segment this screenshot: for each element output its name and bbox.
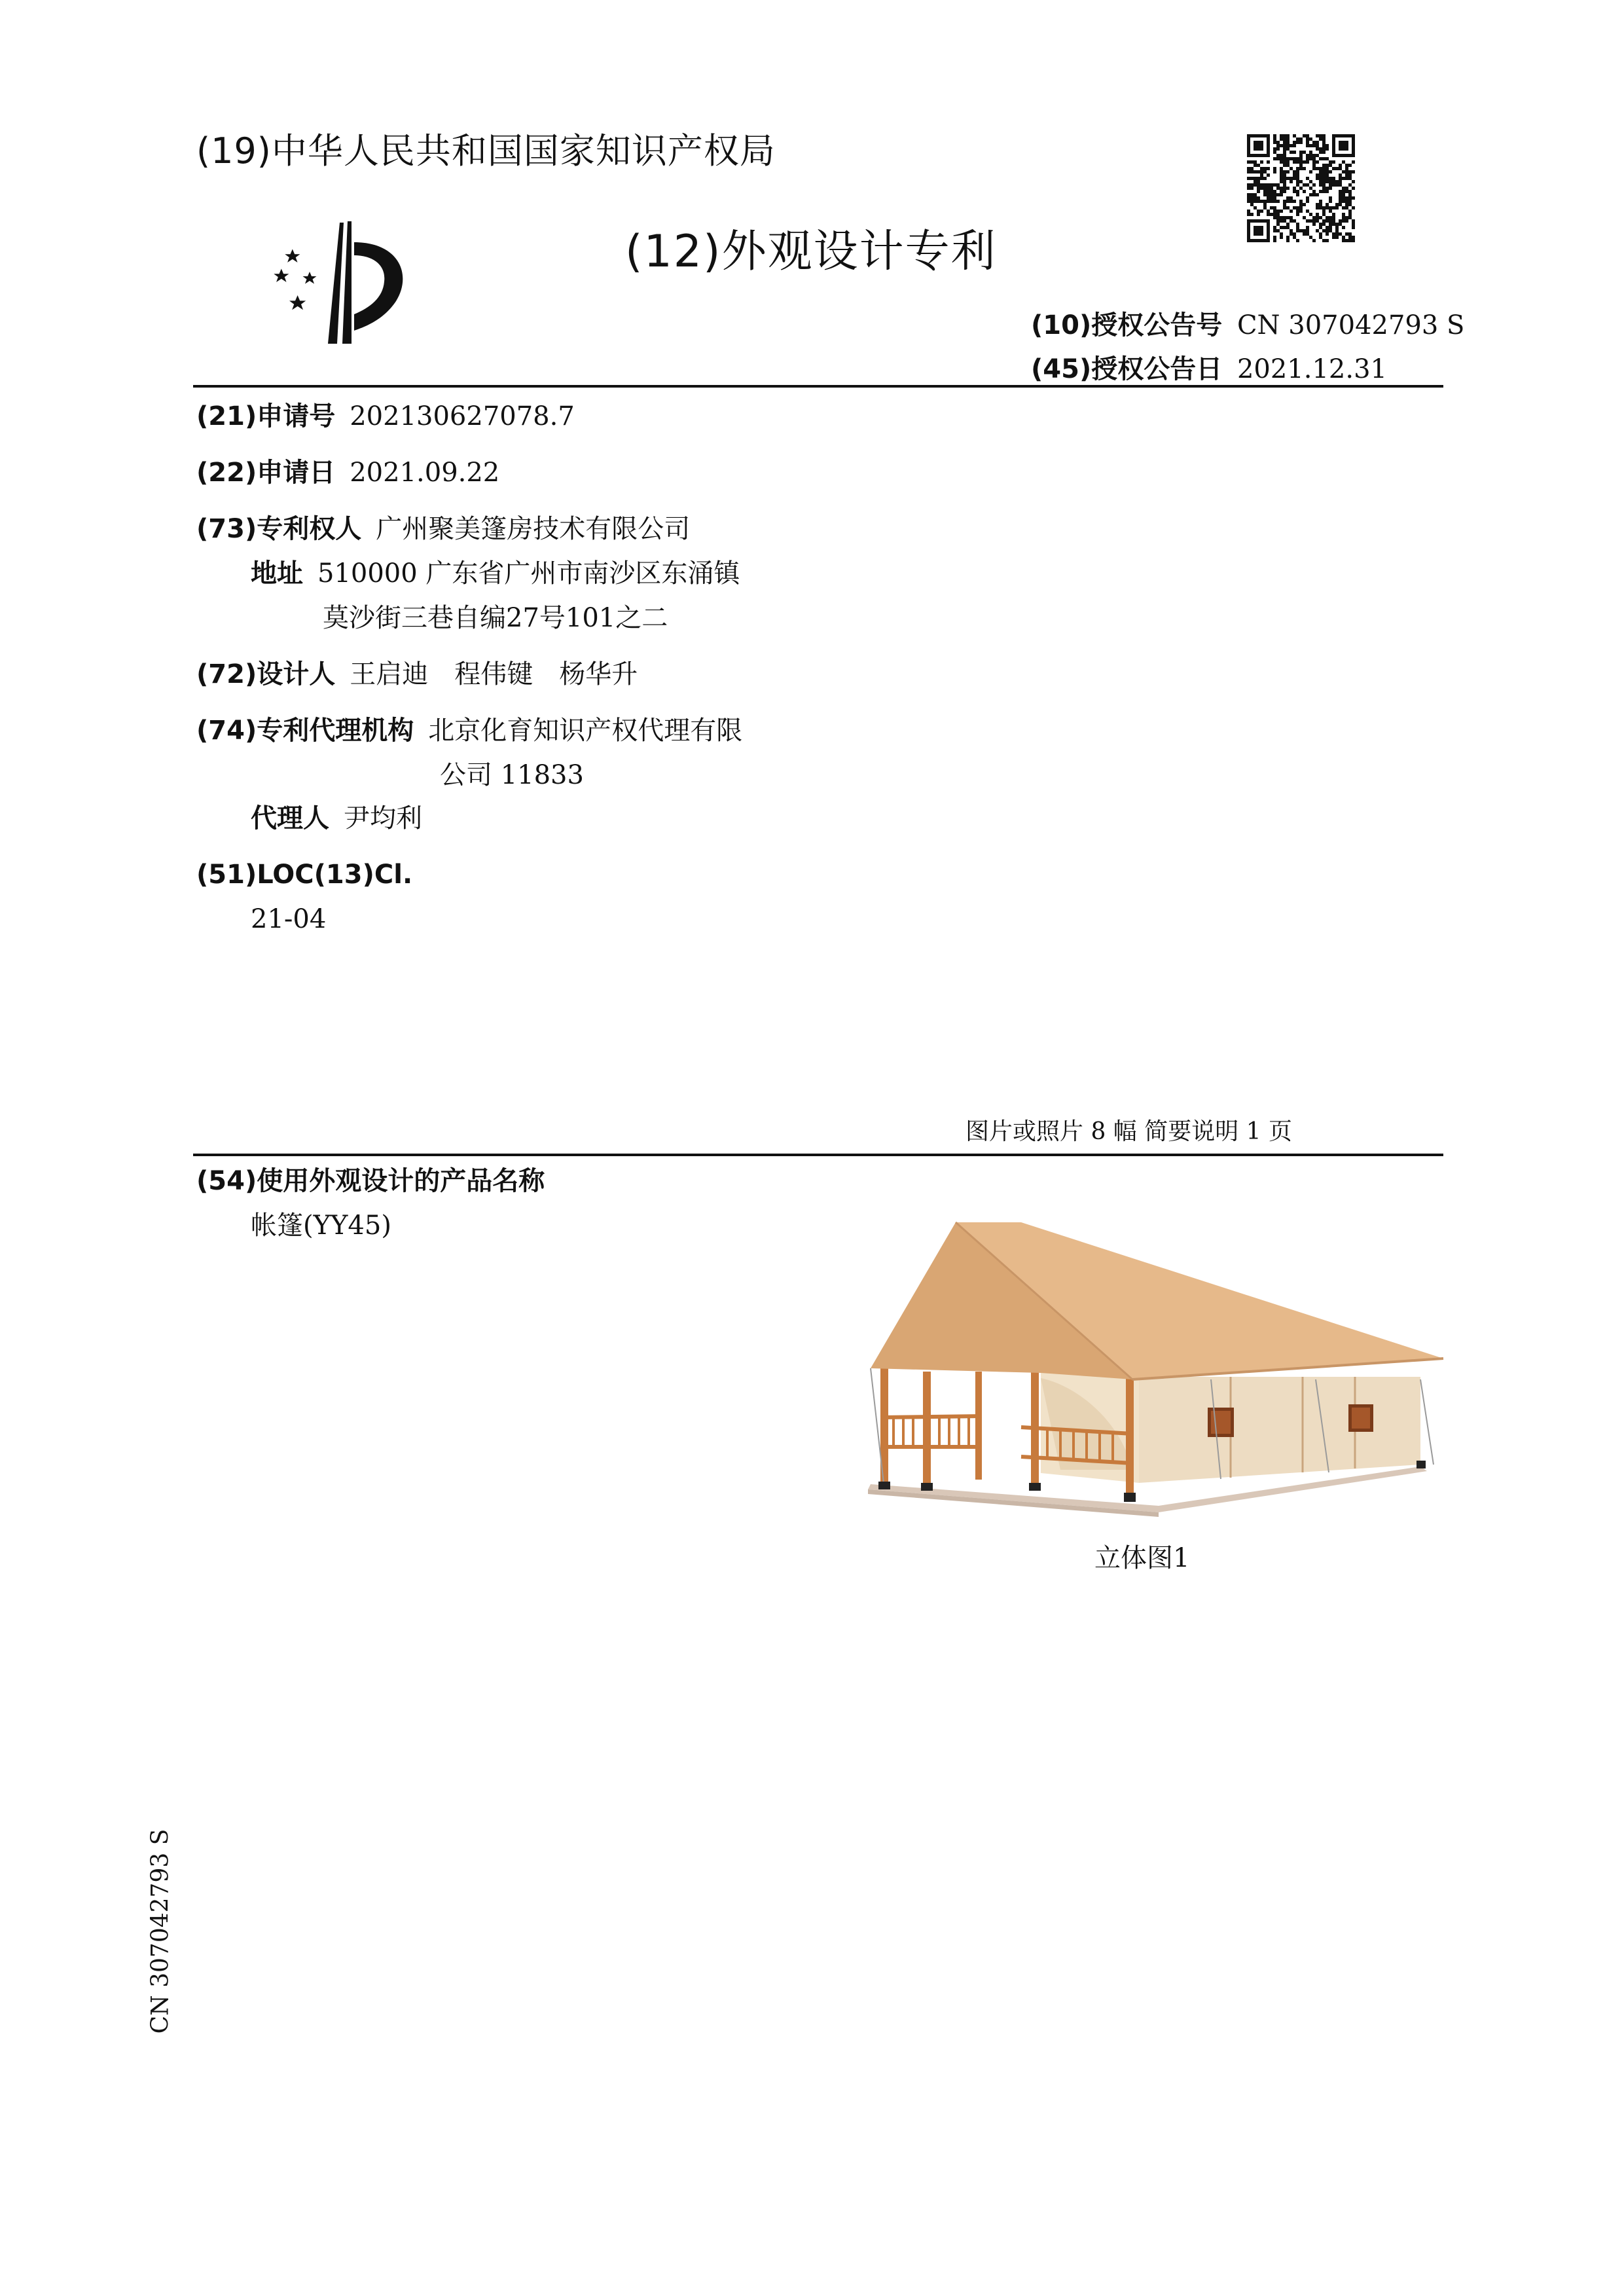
patent-agency-continued [440,759,584,791]
patent-agency-line-2: 公司 11833 [440,760,584,790]
publication-number-label: (10)授权公告号 [1031,310,1223,340]
tent-side-wall [1139,1377,1420,1483]
figures-summary: 图片或照片 8 幅 简要说明 1 页 [965,1118,1293,1145]
address-label: 地址 [251,558,303,589]
office-title: (19)中华人民共和国国家知识产权局 [196,130,776,172]
product-name-heading: (54)使用外观设计的产品名称 [196,1166,545,1196]
patent-agency-line-1: 北京化育知识产权代理有限 [428,716,743,746]
agent-label: 代理人 [251,803,329,833]
side-publication-number-text: CN 307042793 S [147,1829,174,2034]
application-date-value: 2021.09.22 [350,458,500,488]
loc-classification-value [251,903,326,935]
qr-code-icon [1247,134,1355,242]
application-number [196,401,575,432]
header-divider [193,385,1443,388]
patentee-value: 广州聚美篷房技术有限公司 [376,514,691,544]
document-type-title: (12)外观设计专利 [625,226,997,278]
designers-label: (72)设计人 [196,659,336,689]
product-name [251,1210,391,1241]
side-publication-number [134,1827,187,2036]
publication-number-value: CN 307042793 S [1236,310,1465,340]
patentee [196,513,690,545]
loc-classification [196,859,412,890]
designers-value: 王启迪 程伟键 杨华升 [350,659,638,689]
loc-classification-label: (51)LOC(13)Cl. [196,860,413,890]
patent-agency [196,715,742,746]
figure-caption: 立体图1 [1094,1543,1190,1573]
summary-divider [193,1154,1443,1156]
application-number-value: 202130627078.7 [350,401,575,431]
publication-date-label: (45)授权公告日 [1031,354,1223,384]
publication-number [1031,304,1464,342]
designers [196,659,638,690]
product-name-label [196,1165,545,1197]
patent-agency-label: (74)专利代理机构 [196,716,414,746]
product-name-value: 帐篷(YY45) [251,1211,391,1241]
patentee-label: (73)专利权人 [196,514,362,544]
application-number-label: (21)申请号 [196,401,336,431]
publication-date-value: 2021.12.31 [1236,354,1387,384]
address-line-2: 莫沙街三巷自编27号101之二 [323,603,668,633]
agent-value: 尹均利 [344,803,422,833]
agent [251,803,422,834]
tent-perspective-figure [844,1208,1447,1522]
cnipa-logo-icon [265,216,422,347]
address-line-1: 510000 广东省广州市南沙区东涌镇 [317,558,740,589]
application-date-label: (22)申请日 [196,458,336,488]
application-date [196,457,499,488]
address-continued [323,602,668,634]
address [251,558,740,589]
publication-date [1031,348,1387,386]
loc-classification-code: 21-04 [251,904,327,934]
